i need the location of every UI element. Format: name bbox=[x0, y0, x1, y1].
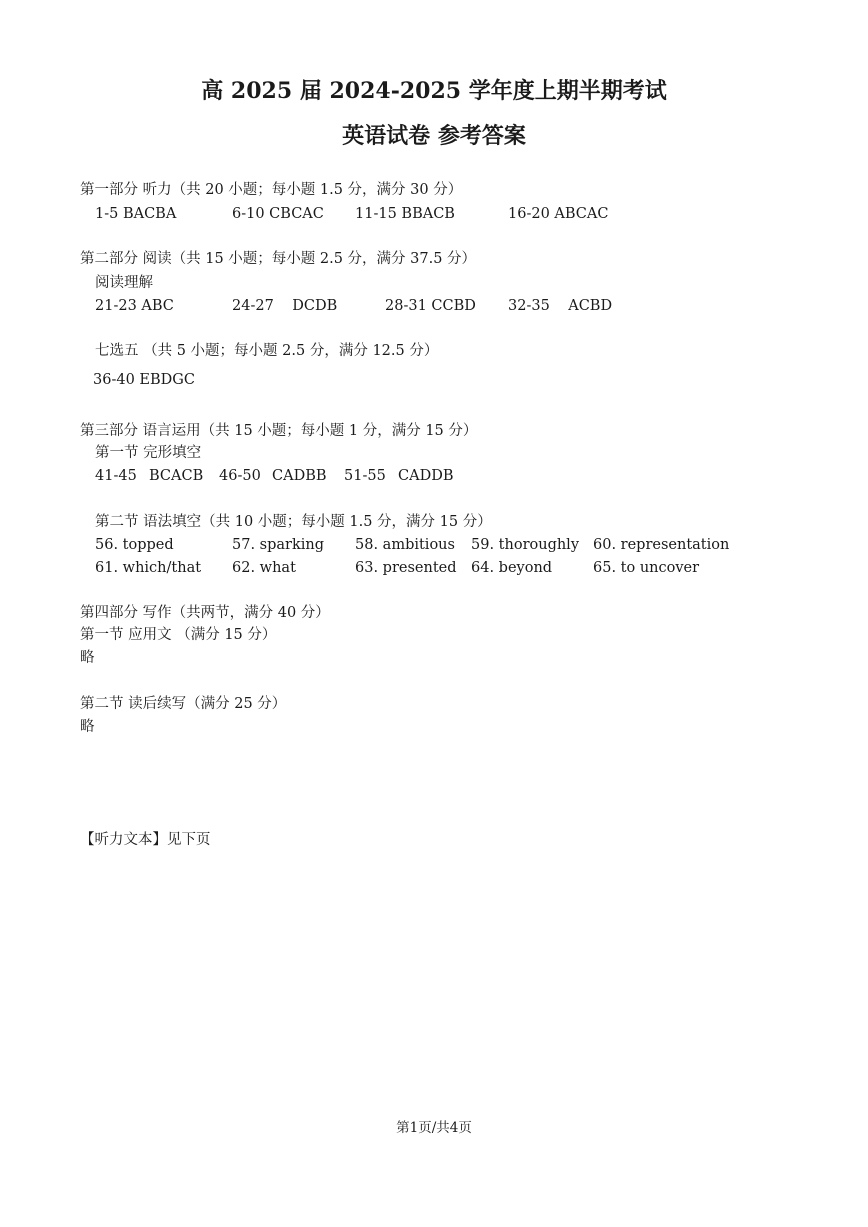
part2-seven-five-answers: 36-40 EBDGC bbox=[93, 372, 195, 388]
part2-answers-row bbox=[0, 299, 868, 317]
page-subtitle: 英语试卷 参考答案 bbox=[342, 123, 526, 149]
answer-group: BCACB bbox=[149, 468, 204, 484]
grammar-answer: 63. presented bbox=[355, 560, 457, 576]
answer-group: 28-31 CCBD bbox=[385, 298, 476, 314]
answer-group: 6-10 CBCAC bbox=[232, 206, 324, 222]
part3-heading: 第三部分 语言运用（共 15 小题；每小题 1 分，满分 15 分） bbox=[80, 423, 478, 439]
part1-answers-row bbox=[0, 207, 868, 225]
answer-group: CADDB bbox=[398, 468, 454, 484]
page-number-footer: 第1页/共4页 bbox=[396, 1120, 472, 1136]
page-title: 高 2025 届 2024-2025 学年度上期半期考试 bbox=[201, 78, 667, 104]
part3-cloze-heading: 第一节 完形填空 bbox=[95, 445, 202, 461]
answer-group: 16-20 ABCAC bbox=[508, 206, 609, 222]
part4-sec1-heading: 第一节 应用文 （满分 15 分） bbox=[80, 627, 277, 643]
grammar-answer: 60. representation bbox=[593, 537, 730, 553]
grammar-answer: 59. thoroughly bbox=[471, 537, 580, 553]
part3-grammar-row-1 bbox=[0, 538, 868, 556]
part4-heading: 第四部分 写作（共两节，满分 40 分） bbox=[80, 605, 330, 621]
grammar-answer: 64. beyond bbox=[471, 560, 553, 576]
part4-sec2-body: 略 bbox=[80, 719, 95, 735]
part4-sec2-heading: 第二节 读后续写（满分 25 分） bbox=[80, 696, 287, 712]
grammar-answer: 61. which/that bbox=[95, 560, 202, 576]
answer-group: 24-27 DCDB bbox=[232, 298, 338, 314]
answer-group: 11-15 BBACB bbox=[355, 206, 455, 222]
part2-seven-five-heading: 七选五 （共 5 小题；每小题 2.5 分，满分 12.5 分） bbox=[95, 343, 439, 359]
answer-group: 32-35 ACBD bbox=[508, 298, 613, 314]
part2-heading: 第二部分 阅读（共 15 小题；每小题 2.5 分，满分 37.5 分） bbox=[80, 251, 477, 267]
grammar-answer: 57. sparking bbox=[232, 537, 325, 553]
answer-range: 51-55 bbox=[344, 468, 386, 484]
part4-sec1-body: 略 bbox=[80, 650, 95, 666]
part3-cloze-answers-row bbox=[0, 469, 868, 487]
listening-text-note: 【听力文本】见下页 bbox=[80, 832, 211, 848]
grammar-answer: 62. what bbox=[232, 560, 296, 576]
answer-range: 41-45 bbox=[95, 468, 137, 484]
part3-grammar-row-2 bbox=[0, 561, 868, 579]
grammar-answer: 56. topped bbox=[95, 537, 174, 553]
answer-range: 46-50 bbox=[219, 468, 261, 484]
part2-reading-label: 阅读理解 bbox=[95, 275, 153, 291]
grammar-answer: 65. to uncover bbox=[593, 560, 700, 576]
answer-group: 21-23 ABC bbox=[95, 298, 174, 314]
part1-heading: 第一部分 听力（共 20 小题；每小题 1.5 分，满分 30 分） bbox=[80, 182, 463, 198]
grammar-answer: 58. ambitious bbox=[355, 537, 455, 553]
part3-grammar-heading: 第二节 语法填空（共 10 小题；每小题 1.5 分，满分 15 分） bbox=[95, 514, 492, 530]
answer-group: 1-5 BACBA bbox=[95, 206, 177, 222]
answer-group: CADBB bbox=[272, 468, 327, 484]
